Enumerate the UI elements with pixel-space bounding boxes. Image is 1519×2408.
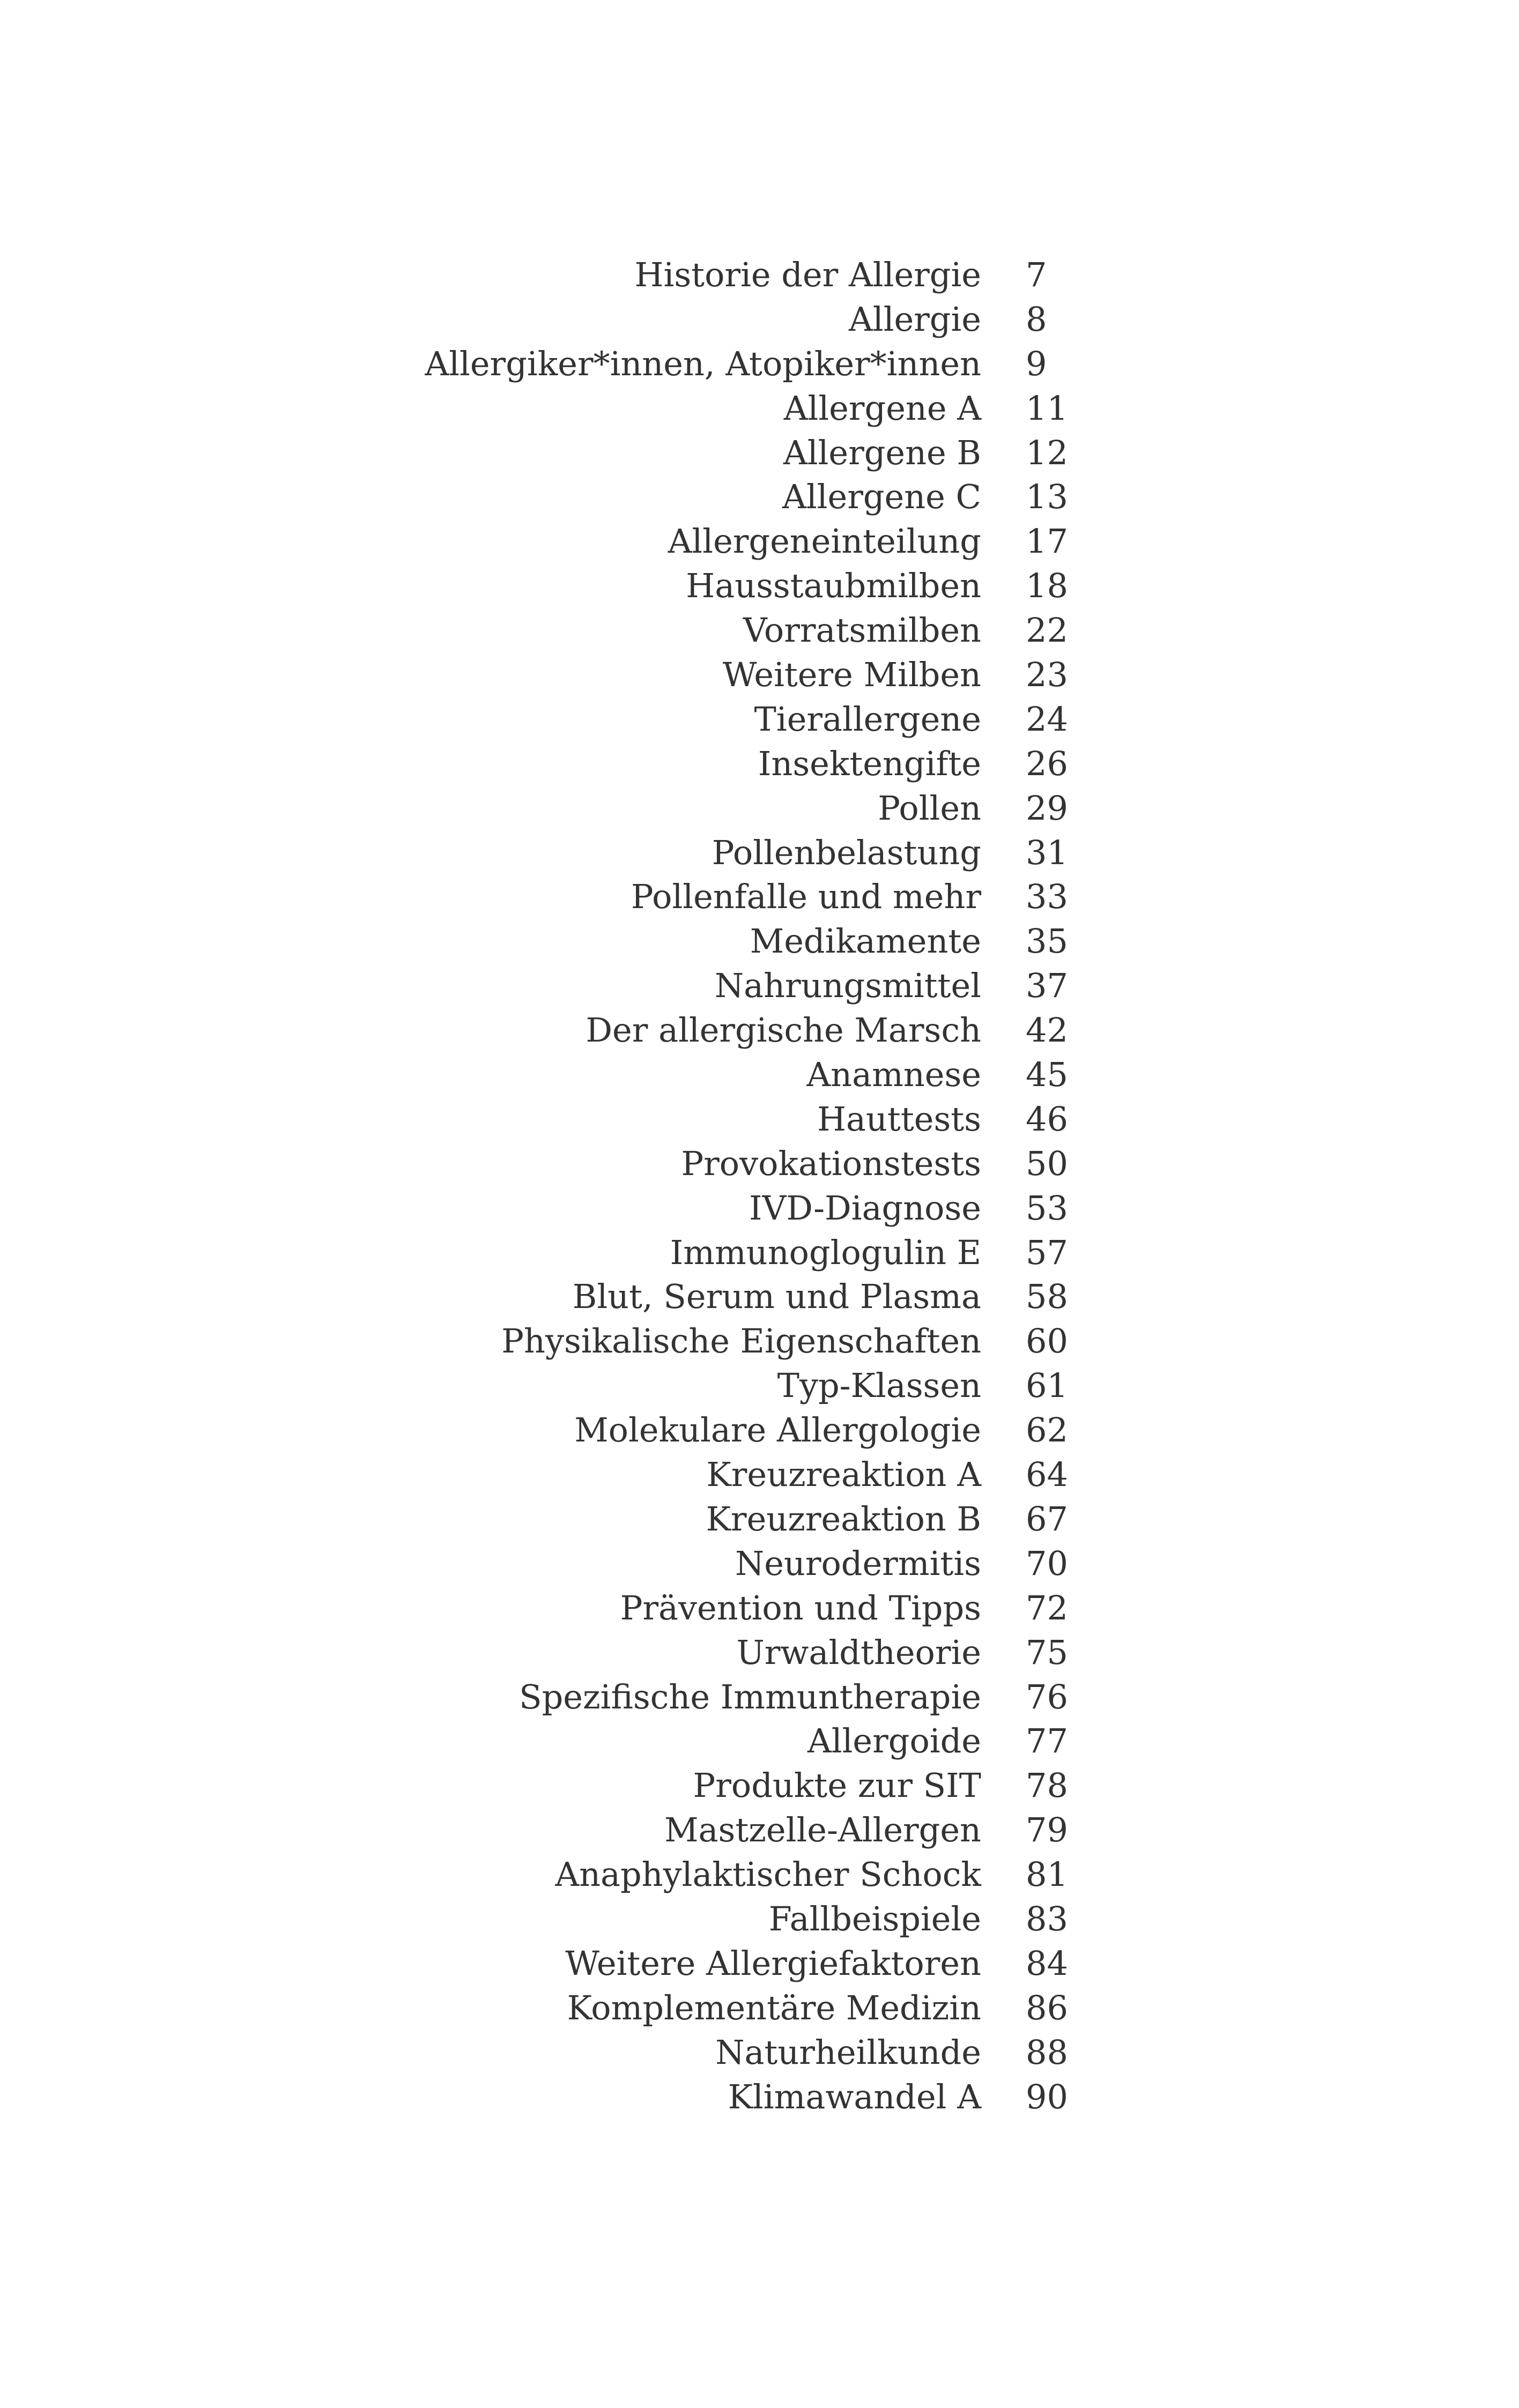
toc-entry[interactable] bbox=[0, 253, 1519, 298]
toc-entry-title: Naturheilkunde bbox=[715, 2032, 981, 2072]
toc-entry[interactable] bbox=[0, 919, 1519, 964]
toc-entry-title: Insektengifte bbox=[758, 744, 981, 783]
toc-entry-page-number: 35 bbox=[1026, 921, 1068, 961]
toc-entry-page-number: 67 bbox=[1026, 1499, 1068, 1539]
toc-entry[interactable] bbox=[0, 1275, 1519, 1319]
toc-entry[interactable] bbox=[0, 1719, 1519, 1764]
toc-entry[interactable] bbox=[0, 1319, 1519, 1364]
toc-entry[interactable] bbox=[0, 786, 1519, 831]
toc-entry-title: Nahrungsmittel bbox=[714, 966, 981, 1006]
toc-entry[interactable] bbox=[0, 1453, 1519, 1497]
toc-entry-title: Allergene C bbox=[782, 477, 981, 517]
toc-entry-title: Pollenbelastung bbox=[712, 833, 981, 872]
toc-entry-page-number: 61 bbox=[1026, 1366, 1068, 1406]
toc-entry-page-number: 8 bbox=[1026, 299, 1047, 339]
toc-entry[interactable] bbox=[0, 342, 1519, 387]
toc-entry[interactable] bbox=[0, 1364, 1519, 1408]
toc-entry-page-number: 86 bbox=[1026, 1988, 1068, 2027]
toc-entry-title: Pollen bbox=[878, 788, 981, 828]
toc-entry[interactable] bbox=[0, 431, 1519, 475]
toc-entry-page-number: 81 bbox=[1026, 1855, 1068, 1894]
toc-entry-page-number: 88 bbox=[1026, 2032, 1068, 2072]
toc-entry-title: Allergene A bbox=[783, 388, 981, 428]
toc-entry-title: Typ-Klassen bbox=[777, 1366, 981, 1406]
toc-entry[interactable] bbox=[0, 2031, 1519, 2075]
toc-entry-title: Produkte zur SIT bbox=[693, 1766, 981, 1805]
toc-entry-page-number: 18 bbox=[1026, 566, 1068, 606]
toc-entry-title: Kreuzreaktion A bbox=[706, 1455, 981, 1495]
toc-entry[interactable] bbox=[0, 1808, 1519, 1853]
toc-entry-title: Allergoide bbox=[807, 1721, 981, 1761]
toc-entry-page-number: 33 bbox=[1026, 877, 1068, 917]
toc-entry-title: Prävention und Tipps bbox=[620, 1588, 981, 1627]
toc-entry-title: Spezifische Immuntherapie bbox=[519, 1677, 981, 1716]
toc-entry-page-number: 42 bbox=[1026, 1010, 1068, 1050]
toc-entry-page-number: 77 bbox=[1026, 1721, 1068, 1761]
toc-entry[interactable] bbox=[0, 1631, 1519, 1675]
toc-entry-page-number: 60 bbox=[1026, 1321, 1068, 1361]
toc-entry[interactable] bbox=[0, 1897, 1519, 1942]
toc-entry-page-number: 70 bbox=[1026, 1543, 1068, 1583]
toc-entry-title: Allergeneinteilung bbox=[668, 522, 981, 561]
toc-entry[interactable] bbox=[0, 875, 1519, 919]
toc-entry-page-number: 79 bbox=[1026, 1810, 1068, 1850]
toc-entry[interactable] bbox=[0, 1008, 1519, 1053]
toc-entry[interactable] bbox=[0, 1053, 1519, 1097]
toc-entry[interactable] bbox=[0, 653, 1519, 697]
toc-entry-title: Anaphylaktischer Schock bbox=[555, 1855, 981, 1894]
toc-entry-title: Immunoglogulin E bbox=[670, 1232, 981, 1272]
toc-entry[interactable] bbox=[0, 1986, 1519, 2031]
toc-entry[interactable] bbox=[0, 387, 1519, 431]
toc-entry-page-number: 90 bbox=[1026, 2077, 1068, 2116]
toc-entry-page-number: 83 bbox=[1026, 1899, 1068, 1938]
toc-entry[interactable] bbox=[0, 1942, 1519, 1986]
toc-entry-title: Historie der Allergie bbox=[634, 255, 981, 294]
toc-entry-page-number: 11 bbox=[1026, 388, 1068, 428]
toc-entry-page-number: 29 bbox=[1026, 788, 1068, 828]
toc-entry-title: Mastzelle-Allergen bbox=[664, 1810, 981, 1850]
toc-entry-title: Fallbeispiele bbox=[768, 1899, 981, 1938]
toc-entry[interactable] bbox=[0, 964, 1519, 1008]
toc-entry-page-number: 13 bbox=[1026, 477, 1068, 517]
toc-entry-title: Molekulare Allergologie bbox=[574, 1410, 981, 1450]
toc-entry-page-number: 31 bbox=[1026, 833, 1068, 872]
toc-entry-page-number: 84 bbox=[1026, 1943, 1068, 1983]
toc-entry[interactable] bbox=[0, 1142, 1519, 1186]
toc-entry[interactable] bbox=[0, 1586, 1519, 1631]
toc-entry-title: Der allergische Marsch bbox=[586, 1010, 981, 1050]
toc-entry-page-number: 57 bbox=[1026, 1232, 1068, 1272]
toc-entry-page-number: 12 bbox=[1026, 433, 1068, 472]
toc-entry-title: Medikamente bbox=[750, 921, 981, 961]
toc-entry-title: Pollenfalle und mehr bbox=[631, 877, 981, 917]
toc-entry-title: Allergie bbox=[849, 299, 981, 339]
toc-entry-page-number: 24 bbox=[1026, 699, 1068, 739]
toc-entry[interactable] bbox=[0, 1497, 1519, 1542]
toc-entry-page-number: 46 bbox=[1026, 1099, 1068, 1139]
toc-entry-page-number: 23 bbox=[1026, 655, 1068, 695]
toc-entry-title: Komplementäre Medizin bbox=[567, 1988, 981, 2027]
toc-entry-page-number: 45 bbox=[1026, 1055, 1068, 1095]
toc-entry-title: Hauttests bbox=[817, 1099, 981, 1139]
toc-entry-title: Hausstaubmilben bbox=[686, 566, 981, 606]
toc-entry-title: Weitere Allergiefaktoren bbox=[565, 1943, 981, 1983]
toc-entry-page-number: 26 bbox=[1026, 744, 1068, 783]
toc-entry-page-number: 58 bbox=[1026, 1277, 1068, 1317]
toc-entry-title: Kreuzreaktion B bbox=[706, 1499, 981, 1539]
toc-entry-title: Vorratsmilben bbox=[743, 611, 981, 650]
toc-entry[interactable] bbox=[0, 564, 1519, 608]
toc-entry-page-number: 75 bbox=[1026, 1632, 1068, 1672]
toc-entry[interactable] bbox=[0, 1231, 1519, 1275]
toc-entry-page-number: 53 bbox=[1026, 1188, 1068, 1228]
toc-entry[interactable] bbox=[0, 608, 1519, 653]
toc-entry-page-number: 9 bbox=[1026, 344, 1047, 383]
toc-entry-title: Allergene B bbox=[783, 433, 981, 472]
toc-entry[interactable] bbox=[0, 1853, 1519, 1897]
toc-entry[interactable] bbox=[0, 1186, 1519, 1231]
toc-entry[interactable] bbox=[0, 1542, 1519, 1586]
toc-entry-page-number: 37 bbox=[1026, 966, 1068, 1006]
toc-entry-page-number: 64 bbox=[1026, 1455, 1068, 1495]
toc-entry-page-number: 17 bbox=[1026, 522, 1068, 561]
toc-entry-title: Weitere Milben bbox=[722, 655, 981, 695]
toc-entry-page-number: 7 bbox=[1026, 255, 1047, 294]
toc-entry[interactable] bbox=[0, 1408, 1519, 1453]
toc-entry-page-number: 62 bbox=[1026, 1410, 1068, 1450]
toc-entry-title: Neurodermitis bbox=[735, 1543, 981, 1583]
toc-entry[interactable] bbox=[0, 742, 1519, 786]
toc-entry-page-number: 50 bbox=[1026, 1143, 1068, 1183]
toc-entry[interactable] bbox=[0, 519, 1519, 564]
toc-entry-page-number: 78 bbox=[1026, 1766, 1068, 1805]
toc-entry-title: Allergiker*innen, Atopiker*innen bbox=[425, 344, 981, 383]
toc-entry-page-number: 76 bbox=[1026, 1677, 1068, 1716]
toc-entry[interactable] bbox=[0, 1764, 1519, 1808]
toc-entry-title: IVD-Diagnose bbox=[749, 1188, 981, 1228]
toc-entry[interactable] bbox=[0, 475, 1519, 519]
toc-entry[interactable] bbox=[0, 2075, 1519, 2120]
toc-entry-title: Tierallergene bbox=[754, 699, 981, 739]
toc-entry-title: Physikalische Eigenschaften bbox=[501, 1321, 981, 1361]
toc-entry-page-number: 22 bbox=[1026, 611, 1068, 650]
toc-entry-title: Klimawandel A bbox=[728, 2077, 981, 2116]
toc-entry[interactable] bbox=[0, 697, 1519, 742]
toc-entry[interactable] bbox=[0, 1675, 1519, 1720]
toc-entry-title: Blut, Serum und Plasma bbox=[572, 1277, 981, 1317]
toc-entry[interactable] bbox=[0, 1097, 1519, 1142]
toc-entry-page-number: 72 bbox=[1026, 1588, 1068, 1627]
toc-entry[interactable] bbox=[0, 298, 1519, 342]
toc-entry[interactable] bbox=[0, 831, 1519, 875]
toc-entry-title: Anamnese bbox=[806, 1055, 981, 1095]
toc-entry-title: Provokationstests bbox=[681, 1143, 981, 1183]
toc-entry-title: Urwaldtheorie bbox=[736, 1632, 981, 1672]
table-of-contents bbox=[0, 253, 1519, 2119]
